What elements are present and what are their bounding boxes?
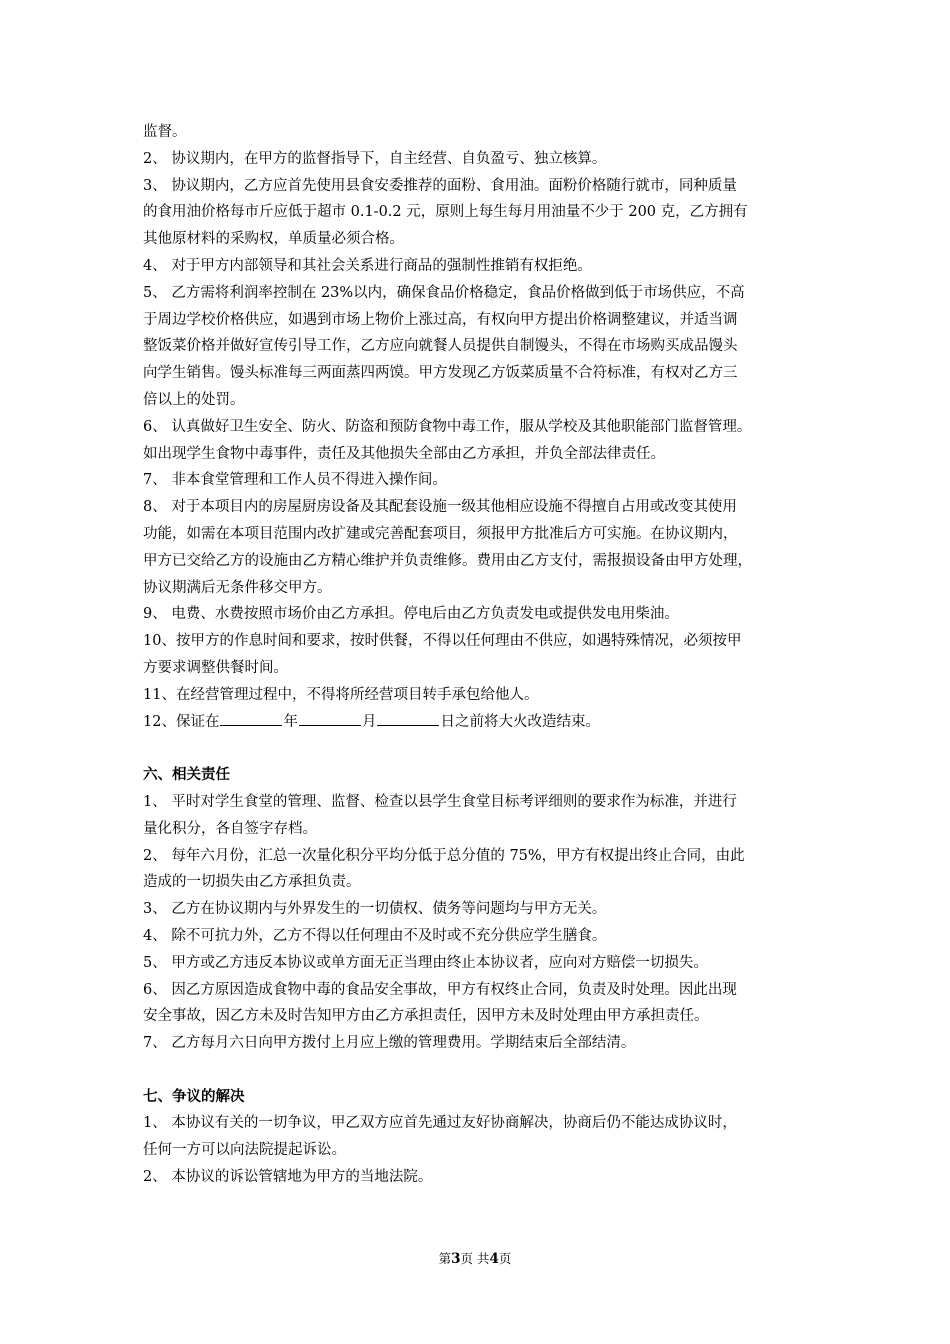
list-item-line: 5、 乙方需将利润率控制在 23%以内，确保食品价格稳定，食品价格做到低于市场供应，不高 <box>143 284 745 301</box>
list-item-line: 于周边学校价格供应，如遇到市场上物价上涨过高，有权向甲方提出价格调整建议，并适当调 <box>143 311 738 328</box>
section-7-heading: 七、争议的解决 <box>143 1088 245 1105</box>
list-item-line: 7、 乙方每月六日向甲方拨付上月应上缴的管理费用。学期结束后全部结清。 <box>143 1035 636 1052</box>
list-item-line: 2、 本协议的诉讼管辖地为甲方的当地法院。 <box>143 1169 433 1186</box>
item-12-suffix: 日之前将大火改造结束。 <box>440 713 600 730</box>
list-item-line: 向学生销售。馒头标准每三两面蒸四两馍。甲方发现乙方饭菜质量不合符标准，有权对乙方三 <box>143 365 738 382</box>
list-item-line: 甲方已交给乙方的设施由乙方精心维护并负责维修。费用由乙方支付，需报损设备由甲方处理， <box>143 552 752 569</box>
list-item-line: 8、 对于本项目内的房屋厨房设备及其配套设施一级其他相应设施不得擅自占用或改变其使用 <box>143 499 737 516</box>
list-item-line: 协议期满后无条件移交甲方。 <box>143 579 332 596</box>
month-blank <box>299 710 361 726</box>
year-blank <box>220 710 282 726</box>
list-item-line: 其他原材料的采购权，单质量必须合格。 <box>143 231 404 248</box>
list-item-line: 1、 平时对学生食堂的管理、监督、检查以县学生食堂目标考评细则的要求作为标准，并进行 <box>143 793 737 810</box>
list-item-line: 5、 甲方或乙方违反本协议或单方面无正当理由终止本协议者，应向对方赔偿一切损失。 <box>143 954 708 971</box>
section-6-items <box>143 789 811 1057</box>
list-item-line: 1、 本协议有关的一切争议，甲乙双方应首先通过友好协商解决，协商后仍不能达成协议时， <box>143 1115 737 1132</box>
page-footer <box>0 1249 950 1267</box>
list-item-line: 2、 每年六月份，汇总一次量化积分平均分低于总分值的 75%，甲方有权提出终止合同，由此 <box>143 847 745 864</box>
footer-mid: 页 共 <box>460 1251 490 1266</box>
list-item-line: 9、 电费、水费按照市场价由乙方承担。停电后由乙方负责发电或提供发电用柴油。 <box>143 606 679 623</box>
list-item-line: 10、按甲方的作息时间和要求，按时供餐，不得以任何理由不供应，如遇特殊情况，必须按甲 <box>143 633 742 650</box>
section-7-items <box>143 1110 811 1190</box>
list-item-line: 2、 协议期内，在甲方的监督指导下，自主经营、自负盈亏、独立核算。 <box>143 150 607 167</box>
page-number: 3 <box>451 1251 461 1267</box>
list-item-line: 4、 除不可抗力外，乙方不得以任何理由不及时或不充分供应学生膳食。 <box>143 927 607 944</box>
footer-suffix: 页 <box>498 1251 512 1266</box>
list-item-line: 6、 认真做好卫生安全、防火、防盗和预防食物中毒工作，服从学校及其他职能部门监督管理。 <box>143 418 752 435</box>
list-item-line: 7、 非本食堂管理和工作人员不得进入操作间。 <box>143 472 447 489</box>
list-item-line: 监督。 <box>143 124 187 140</box>
footer-prefix: 第 <box>438 1251 452 1266</box>
item-12-prefix: 12、保证在 <box>143 713 220 730</box>
list-item-line: 功能，如需在本项目范围内改扩建或完善配套项目，须报甲方批准后方可实施。在协议期内， <box>143 525 738 542</box>
list-item-line: 造成的一切损失由乙方承担负责。 <box>143 874 361 891</box>
list-item-line: 倍以上的处罚。 <box>143 391 245 408</box>
page-total: 4 <box>489 1251 499 1267</box>
year-label: 年 <box>283 713 298 730</box>
list-item-line: 11、在经营管理过程中，不得将所经营项目转手承包给他人。 <box>143 686 539 703</box>
day-blank <box>377 710 439 726</box>
section-5-items <box>143 119 811 709</box>
list-item-line: 量化积分，各自签字存档。 <box>143 820 317 837</box>
list-item-line: 任何一方可以向法院提起诉讼。 <box>143 1142 346 1159</box>
list-item-line: 安全事故，因乙方未及时告知甲方由乙方承担责任，因甲方未及时处理由甲方承担责任。 <box>143 1008 709 1025</box>
list-item-line: 的食用油价格每市斤应低于超市 0.1-0.2 元，原则上每生每月用油量不少于 200 克，乙方拥有 <box>143 204 748 221</box>
month-label: 月 <box>361 713 377 730</box>
spacer <box>143 735 811 762</box>
list-item-line: 方要求调整供餐时间。 <box>143 659 288 676</box>
list-item-line: 3、 协议期内，乙方应首先使用县食安委推荐的面粉、食用油。面粉价格随行就市，同种质量 <box>143 177 737 194</box>
list-item-line: 4、 对于甲方内部领导和其社会关系进行商品的强制性推销有权拒绝。 <box>143 257 592 274</box>
list-item-line: 6、 因乙方原因造成食物中毒的食品安全事故，甲方有权终止合同，负责及时处理。因此出现 <box>143 981 737 998</box>
document-body <box>143 119 811 1191</box>
list-item-line: 整饭菜价格并做好宣传引导工作，乙方应向就餐人员提供自制馒头，不得在市场购买成品馒头 <box>143 338 738 355</box>
list-item-line: 3、 乙方在协议期内与外界发生的一切债权、债务等问题均与甲方无关。 <box>143 901 607 918</box>
list-item-line: 如出现学生食物中毒事件，责任及其他损失全部由乙方承担，并负全部法律责任。 <box>143 445 665 462</box>
spacer <box>143 1057 811 1084</box>
item-12 <box>143 709 811 736</box>
section-6-heading: 六、相关责任 <box>143 767 230 784</box>
